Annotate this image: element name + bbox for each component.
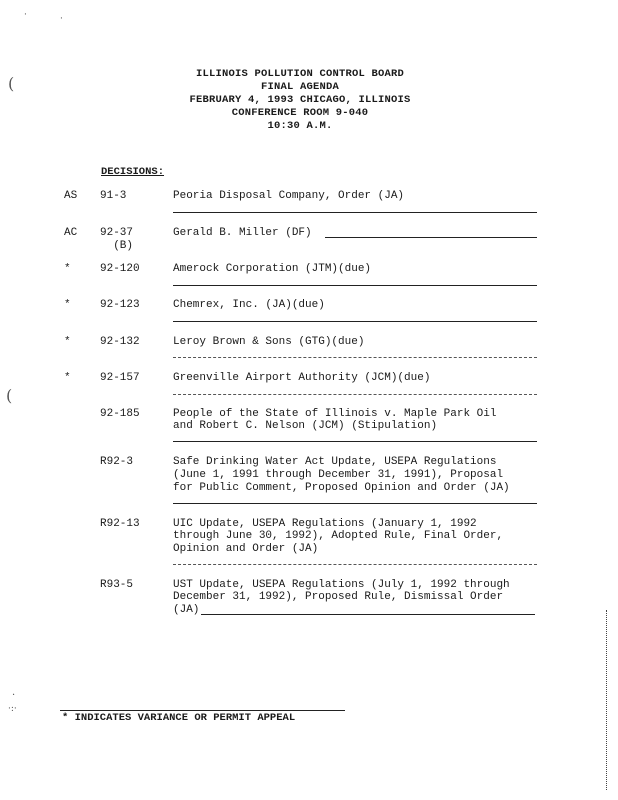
item-description: UIC Update, USEPA Regulations (January 1, 1992 xyxy=(173,518,477,530)
item-description: Greenville Airport Authority (JCM)(due) xyxy=(173,372,431,384)
item-number: R93-5 xyxy=(100,579,134,591)
board-name: ILLINOIS POLLUTION CONTROL BOARD xyxy=(195,68,405,80)
item-number: 92-120 xyxy=(100,263,140,275)
item-number: 91-3 xyxy=(100,190,127,202)
item-code: * xyxy=(64,299,71,311)
item-number: 92-37 (B) xyxy=(100,227,134,252)
item-description: (June 1, 1991 through December 31, 1991), Proposal xyxy=(173,469,504,481)
item-number: R92-13 xyxy=(100,518,140,530)
signature-line xyxy=(173,212,537,213)
item-description: Opinion and Order (JA) xyxy=(173,543,319,555)
item-description: for Public Comment, Proposed Opinion and Order (JA) xyxy=(173,482,510,494)
meeting-date-location: FEBRUARY 4, 1993 CHICAGO, ILLINOIS xyxy=(189,94,411,106)
item-description: Chemrex, Inc. (JA)(due) xyxy=(173,299,325,311)
meeting-room: CONFERENCE ROOM 9-040 xyxy=(231,107,369,119)
scan-speck: · xyxy=(60,14,63,24)
scan-speck: · xyxy=(24,10,27,20)
item-code: * xyxy=(64,336,71,348)
item-code: AS xyxy=(64,190,78,202)
signature-line xyxy=(173,503,537,504)
page-edge-mark xyxy=(606,610,607,790)
item-description: Peoria Disposal Company, Order (JA) xyxy=(173,190,405,202)
signature-line xyxy=(173,357,537,358)
agenda-header xyxy=(140,68,460,133)
item-number: 92-123 xyxy=(100,299,140,311)
item-description: Leroy Brown & Sons (GTG)(due) xyxy=(173,336,365,348)
agenda-title: FINAL AGENDA xyxy=(260,81,339,93)
scan-speck: · xyxy=(12,690,16,701)
signature-line xyxy=(325,237,537,238)
item-description: Safe Drinking Water Act Update, USEPA Regulations xyxy=(173,456,497,468)
signature-line xyxy=(173,564,537,565)
footnote-rule xyxy=(60,710,345,711)
item-code: AC xyxy=(64,227,78,239)
signature-line xyxy=(173,285,537,286)
item-description: (JA) xyxy=(173,604,200,616)
item-code: * xyxy=(64,372,71,384)
item-description: People of the State of Illinois v. Maple Park Oil xyxy=(173,408,497,420)
item-description: UST Update, USEPA Regulations (July 1, 1992 through xyxy=(173,579,510,591)
signature-line xyxy=(201,614,535,615)
meeting-time: 10:30 A.M. xyxy=(267,120,333,132)
item-number: 92-185 xyxy=(100,408,140,420)
item-number: 92-157 xyxy=(100,372,140,384)
item-code: * xyxy=(64,263,71,275)
item-description: Gerald B. Miller (DF) xyxy=(173,227,312,239)
item-description: through June 30, 1992), Adopted Rule, Final Order, xyxy=(173,530,504,542)
section-title: DECISIONS: xyxy=(101,166,165,178)
punch-hole-mark: ( xyxy=(8,74,15,93)
signature-line xyxy=(173,321,537,322)
item-description: and Robert C. Nelson (JCM) (Stipulation) xyxy=(173,420,438,432)
item-number: R92-3 xyxy=(100,456,134,468)
punch-hole-mark: ( xyxy=(6,386,13,405)
item-description: Amerock Corporation (JTM)(due) xyxy=(173,263,372,275)
footnote: * INDICATES VARIANCE OR PERMIT APPEAL xyxy=(62,712,296,724)
item-number: 92-132 xyxy=(100,336,140,348)
item-description: December 31, 1992), Proposed Rule, Dismissal Order xyxy=(173,591,504,603)
scan-speck: ·:· xyxy=(8,704,17,714)
signature-line xyxy=(173,394,537,395)
signature-line xyxy=(173,441,537,442)
